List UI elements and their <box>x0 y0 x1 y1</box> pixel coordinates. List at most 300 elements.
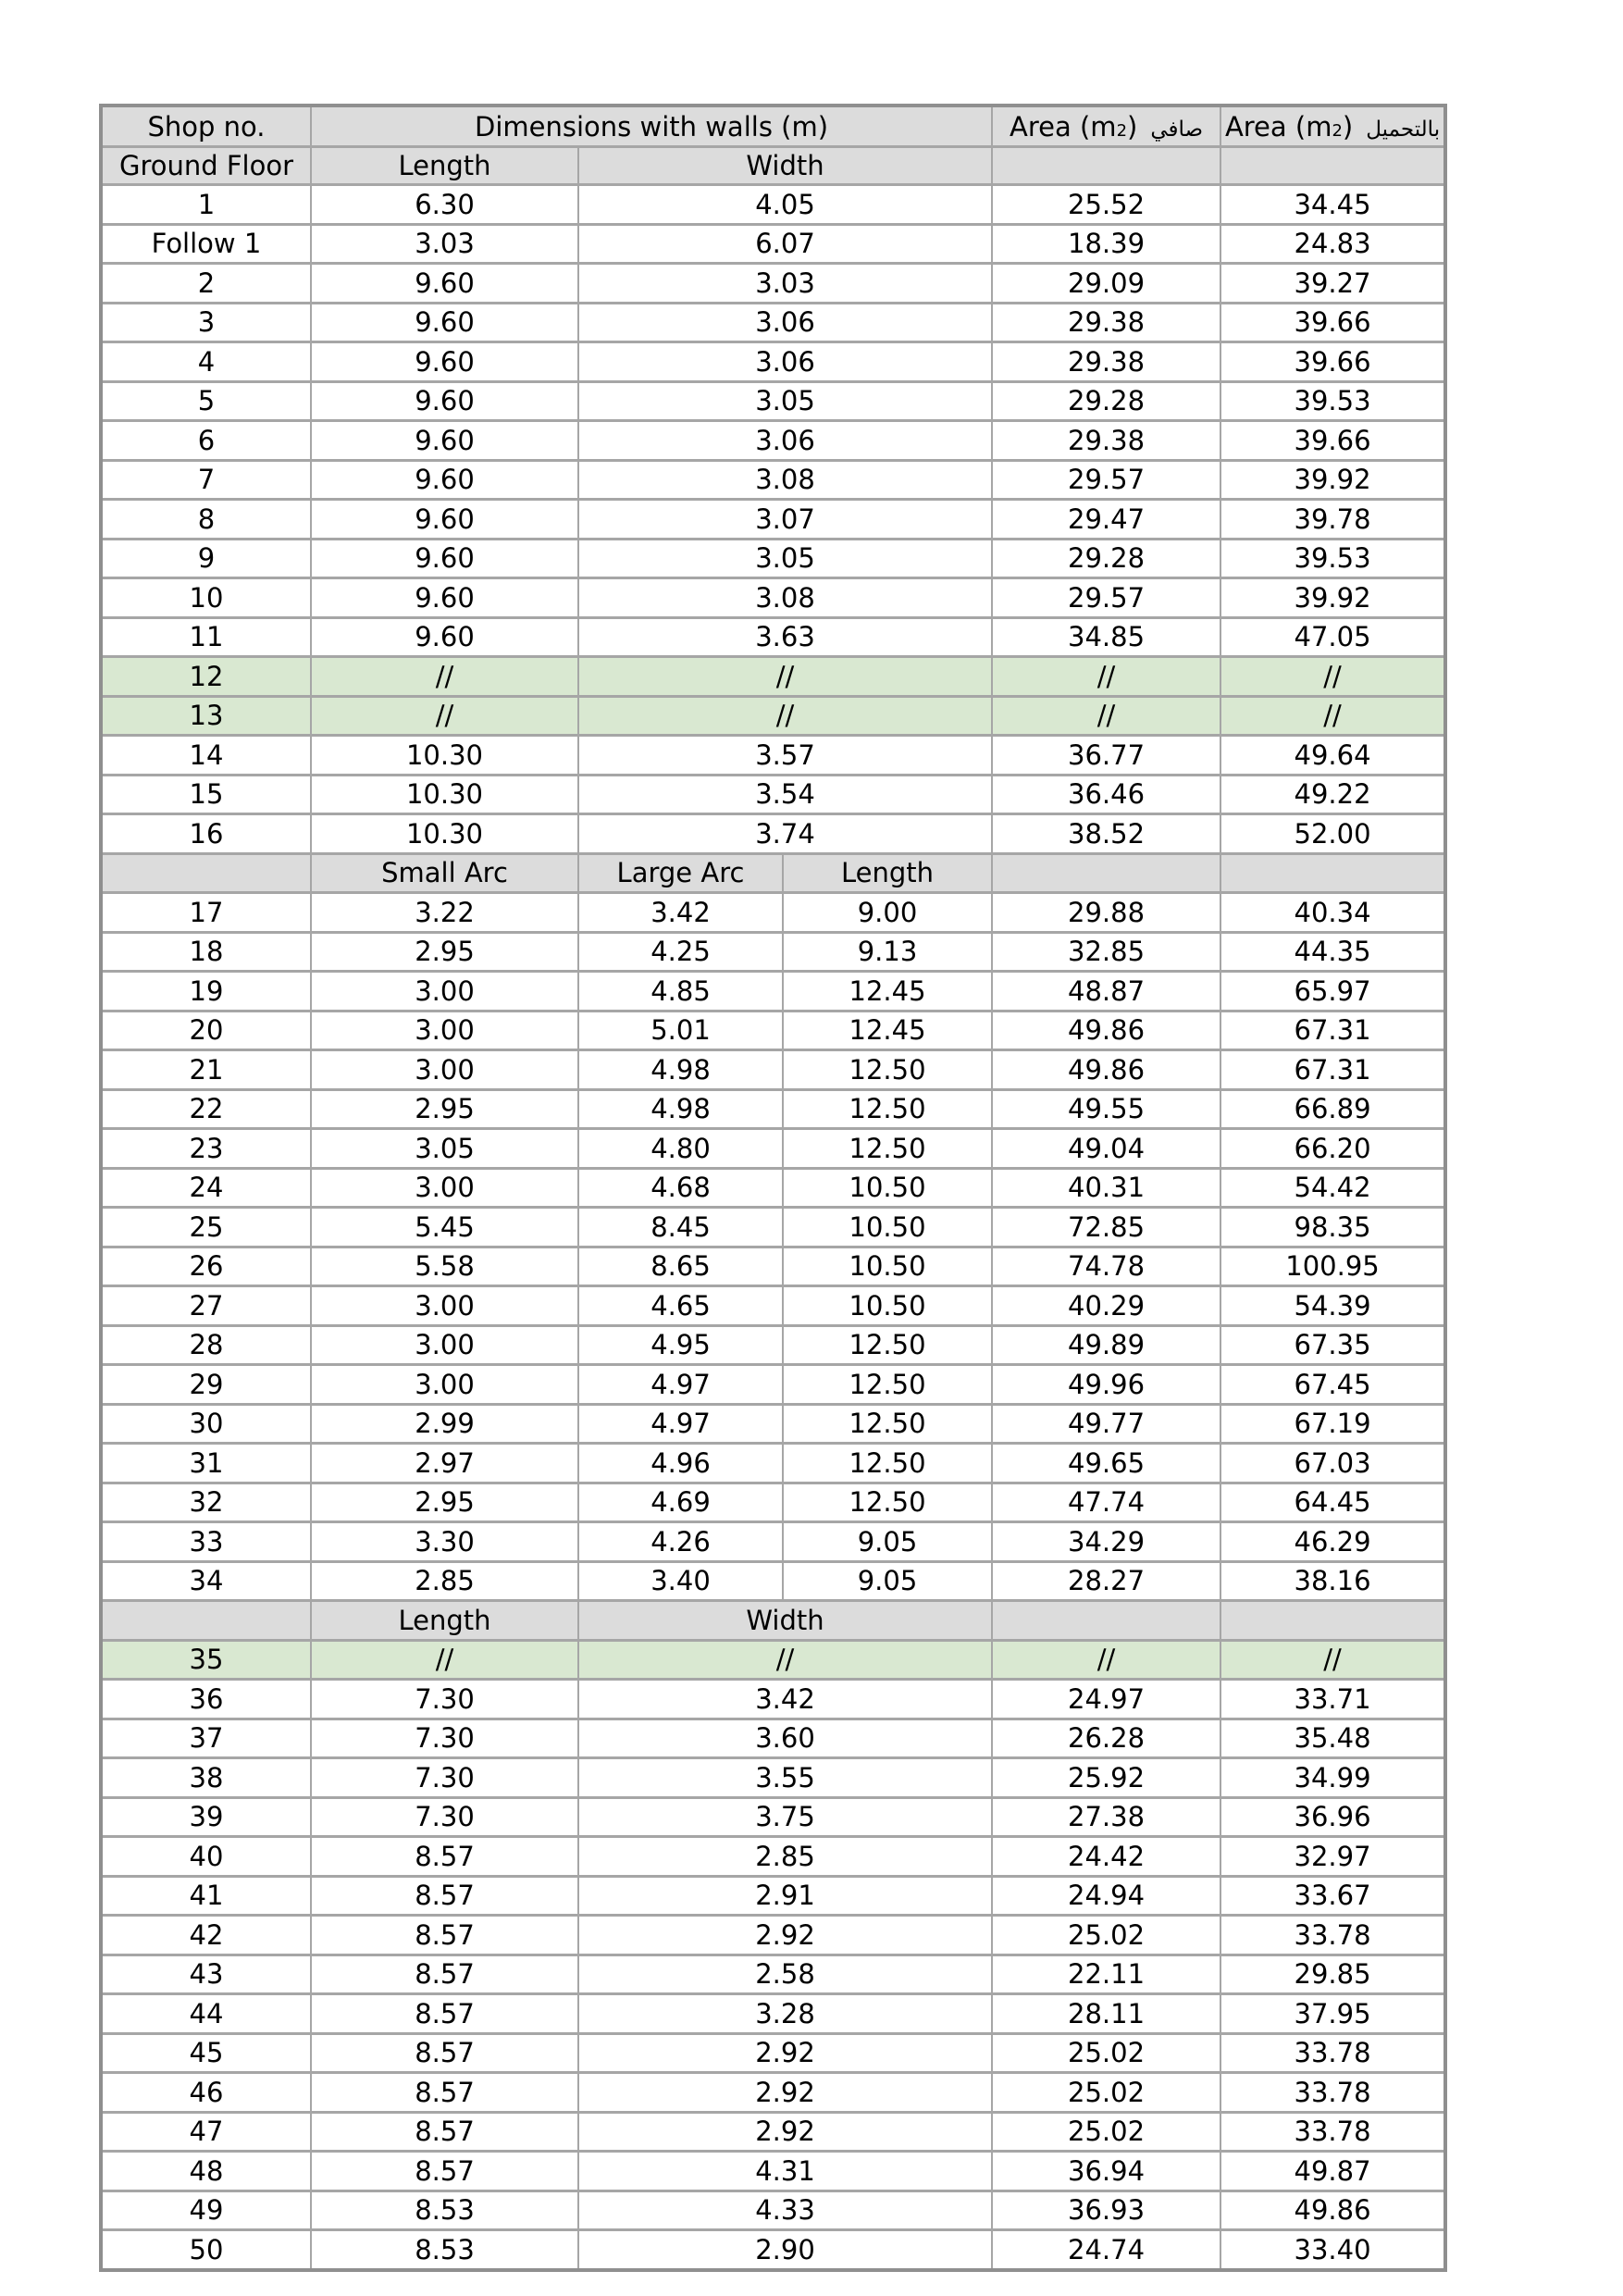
cell-area-gross: 47.05 <box>1220 617 1445 657</box>
cell-shop: 28 <box>101 1325 311 1365</box>
cell-width: 2.92 <box>578 1916 992 1955</box>
cell-shop: 9 <box>101 539 311 578</box>
cell-area-gross: 39.78 <box>1220 500 1445 540</box>
cell-area-net: 49.89 <box>992 1325 1220 1365</box>
cell-area-net: 29.57 <box>992 578 1220 618</box>
cell-length: 7.30 <box>311 1719 578 1758</box>
cell-area-net: 47.74 <box>992 1483 1220 1522</box>
cell-length: 8.53 <box>311 2191 578 2230</box>
cell-length: 9.05 <box>783 1561 992 1601</box>
cell-area-gross: 39.53 <box>1220 539 1445 578</box>
cell-width: 3.54 <box>578 775 992 814</box>
cell-width: 2.92 <box>578 2033 992 2073</box>
cell-area-net: 24.97 <box>992 1680 1220 1719</box>
cell-area-gross: 38.16 <box>1220 1561 1445 1601</box>
cell-shop: 7 <box>101 460 311 500</box>
cell-small-arc: 2.95 <box>311 1483 578 1522</box>
cell-shop: 30 <box>101 1404 311 1444</box>
cell-shop: 16 <box>101 814 311 854</box>
cell-large-arc: 4.98 <box>578 1089 783 1129</box>
cell-width: 4.33 <box>578 2191 992 2230</box>
cell-length: 8.57 <box>311 1955 578 1994</box>
cell-shop: 19 <box>101 972 311 1011</box>
cell-area-gross: 29.85 <box>1220 1955 1445 1994</box>
table-row <box>101 1719 1445 1758</box>
cell-small-arc: 3.22 <box>311 893 578 933</box>
cell-large-arc: 4.95 <box>578 1325 783 1365</box>
cell-width: 3.60 <box>578 1719 992 1758</box>
cell-area-gross: 54.42 <box>1220 1168 1445 1208</box>
cell-width: 4.31 <box>578 2152 992 2191</box>
area-net-label: Area (m 2 ) صافي <box>1010 110 1204 143</box>
cell-large-arc: 4.85 <box>578 972 783 1011</box>
cell-width: 3.75 <box>578 1797 992 1837</box>
cell-shop <box>101 853 311 893</box>
table-row <box>101 1444 1445 1483</box>
cell-length: 9.60 <box>311 539 578 578</box>
cell-length: // <box>311 657 578 697</box>
cell-small-arc: 3.00 <box>311 1011 578 1050</box>
table-row <box>101 185 1445 225</box>
cell-area-gross: 39.66 <box>1220 421 1445 461</box>
cell-width: 3.05 <box>578 381 992 421</box>
cell-small-arc: 3.00 <box>311 972 578 1011</box>
cell-small-arc: 2.97 <box>311 1444 578 1483</box>
cell-shop: 22 <box>101 1089 311 1129</box>
cell-area-net: 38.52 <box>992 814 1220 854</box>
cell-shop: 20 <box>101 1011 311 1050</box>
cell-width: // <box>578 657 992 697</box>
cell-area-gross: 67.45 <box>1220 1365 1445 1405</box>
table-row <box>101 342 1445 382</box>
cell-shop: 18 <box>101 932 311 972</box>
cell-width: // <box>578 1640 992 1680</box>
cell-small-arc: 2.95 <box>311 1089 578 1129</box>
header-area-net <box>992 105 1220 147</box>
table-row <box>101 264 1445 304</box>
cell-length: 10.30 <box>311 775 578 814</box>
subheader-cell: Small Arc <box>311 853 578 893</box>
cell-width: 2.85 <box>578 1837 992 1877</box>
cell-area-net: 49.86 <box>992 1050 1220 1090</box>
cell-area-gross: 34.99 <box>1220 1758 1445 1798</box>
header-length: Length <box>311 147 578 185</box>
cell-width: 3.08 <box>578 460 992 500</box>
cell-width: 3.42 <box>578 1680 992 1719</box>
cell-area-gross: 40.34 <box>1220 893 1445 933</box>
cell-area-gross: 33.78 <box>1220 2073 1445 2113</box>
table-row <box>101 972 1445 1011</box>
cell-area-net: 49.04 <box>992 1129 1220 1169</box>
cell-area-gross: 52.00 <box>1220 814 1445 854</box>
cell-small-arc: 3.30 <box>311 1522 578 1562</box>
cell-shop: 32 <box>101 1483 311 1522</box>
cell-area-net: 24.42 <box>992 1837 1220 1877</box>
table-row <box>101 893 1445 933</box>
cell-area-gross: // <box>1220 1640 1445 1680</box>
subheader-cell: Length <box>783 853 992 893</box>
cell-shop <box>101 1601 311 1641</box>
cell-area-net: 29.38 <box>992 342 1220 382</box>
cell-shop: 26 <box>101 1247 311 1286</box>
cell-shop: 5 <box>101 381 311 421</box>
cell-length: 9.13 <box>783 932 992 972</box>
cell-length: 9.60 <box>311 303 578 342</box>
cell-shop: 39 <box>101 1797 311 1837</box>
table-row <box>101 500 1445 540</box>
cell-length: 8.57 <box>311 1916 578 1955</box>
cell-area-net: 48.87 <box>992 972 1220 1011</box>
cell-area-net: 34.85 <box>992 617 1220 657</box>
cell-length: 8.53 <box>311 2230 578 2270</box>
header-shop-no: Shop no. <box>101 105 311 147</box>
cell-area-gross: 39.53 <box>1220 381 1445 421</box>
cell-shop: 24 <box>101 1168 311 1208</box>
cell-large-arc: 4.25 <box>578 932 783 972</box>
cell-area-net: 29.88 <box>992 893 1220 933</box>
cell-area-net: 72.85 <box>992 1208 1220 1247</box>
cell-area-gross: 24.83 <box>1220 224 1445 264</box>
table-row <box>101 1758 1445 1798</box>
cell-length: 7.30 <box>311 1758 578 1798</box>
cell-area-gross: 66.89 <box>1220 1089 1445 1129</box>
table-row <box>101 1876 1445 1916</box>
cell-shop: 14 <box>101 736 311 776</box>
table-row <box>101 617 1445 657</box>
cell-length: 12.50 <box>783 1050 992 1090</box>
cell-area-gross: 46.29 <box>1220 1522 1445 1562</box>
cell-area-net: 36.94 <box>992 2152 1220 2191</box>
table-row <box>101 696 1445 736</box>
cell-shop: 46 <box>101 2073 311 2113</box>
cell-area-net: 29.38 <box>992 303 1220 342</box>
cell-area-gross: 67.19 <box>1220 1404 1445 1444</box>
header-ground-floor: Ground Floor <box>101 147 311 185</box>
cell-width: 2.92 <box>578 2112 992 2152</box>
cell-area-net: 36.77 <box>992 736 1220 776</box>
cell-area-gross: 33.67 <box>1220 1876 1445 1916</box>
cell-shop: 34 <box>101 1561 311 1601</box>
cell-area-net: 40.31 <box>992 1168 1220 1208</box>
cell-area-gross: 39.92 <box>1220 460 1445 500</box>
table-row <box>101 1011 1445 1050</box>
cell-area-gross: 39.27 <box>1220 264 1445 304</box>
cell-area-net: 24.74 <box>992 2230 1220 2270</box>
cell-length: 8.57 <box>311 2073 578 2113</box>
cell-area-gross: 33.78 <box>1220 2033 1445 2073</box>
cell-width: 3.74 <box>578 814 992 854</box>
cell-length: 8.57 <box>311 2152 578 2191</box>
cell-shop: 2 <box>101 264 311 304</box>
cell-area-net: 18.39 <box>992 224 1220 264</box>
cell-area-net: 25.02 <box>992 1916 1220 1955</box>
cell-width: 3.55 <box>578 1758 992 1798</box>
header-area-gross <box>1220 105 1445 147</box>
table-row <box>101 1325 1445 1365</box>
table-row <box>101 1640 1445 1680</box>
cell-shop: 21 <box>101 1050 311 1090</box>
table-row <box>101 224 1445 264</box>
cell-area-net: // <box>992 657 1220 697</box>
cell-shop: 49 <box>101 2191 311 2230</box>
cell-area-gross: 49.87 <box>1220 2152 1445 2191</box>
subheader-row <box>101 853 1445 893</box>
cell-large-arc: 4.97 <box>578 1404 783 1444</box>
cell-shop: 41 <box>101 1876 311 1916</box>
cell-shop: 25 <box>101 1208 311 1247</box>
cell-length: 9.60 <box>311 578 578 618</box>
table-row <box>101 1561 1445 1601</box>
table-row <box>101 1286 1445 1326</box>
table-row <box>101 2230 1445 2270</box>
table-row <box>101 1955 1445 1994</box>
area-gross-label: Area (m 2 ) بالتحميل <box>1224 110 1441 143</box>
table-row <box>101 1994 1445 2034</box>
cell-area-net: 29.28 <box>992 381 1220 421</box>
cell-length: 12.50 <box>783 1483 992 1522</box>
cell-area-gross: 54.39 <box>1220 1286 1445 1326</box>
area-net-arabic-label: صافي <box>1150 117 1204 142</box>
cell-area-net: 28.11 <box>992 1994 1220 2034</box>
cell-large-arc: 3.42 <box>578 893 783 933</box>
cell-shop: 40 <box>101 1837 311 1877</box>
cell-width: 2.58 <box>578 1955 992 1994</box>
cell-large-arc: 5.01 <box>578 1011 783 1050</box>
cell-large-arc: 4.68 <box>578 1168 783 1208</box>
subheader-cell: Large Arc <box>578 853 783 893</box>
cell-area-gross: // <box>1220 657 1445 697</box>
cell-shop: 50 <box>101 2230 311 2270</box>
cell-shop: 12 <box>101 657 311 697</box>
cell-area-gross: 67.31 <box>1220 1050 1445 1090</box>
cell-area-gross: 36.96 <box>1220 1797 1445 1837</box>
cell-shop: 17 <box>101 893 311 933</box>
table-row <box>101 1129 1445 1169</box>
shops-table <box>99 104 1447 2272</box>
cell-area-gross: 39.66 <box>1220 303 1445 342</box>
cell-length: 10.30 <box>311 814 578 854</box>
table-row <box>101 539 1445 578</box>
cell-area-gross: 66.20 <box>1220 1129 1445 1169</box>
subheader-row <box>101 1601 1445 1641</box>
table-row <box>101 421 1445 461</box>
cell-length: 8.57 <box>311 1837 578 1877</box>
table-row <box>101 1522 1445 1562</box>
cell-width: 3.06 <box>578 421 992 461</box>
table-row <box>101 2112 1445 2152</box>
cell-shop: 35 <box>101 1640 311 1680</box>
cell-area-gross <box>1220 1601 1445 1641</box>
cell-width: 6.07 <box>578 224 992 264</box>
table-row <box>101 657 1445 697</box>
cell-shop: 37 <box>101 1719 311 1758</box>
cell-area-net: 22.11 <box>992 1955 1220 1994</box>
cell-shop: 15 <box>101 775 311 814</box>
cell-area-gross: 67.35 <box>1220 1325 1445 1365</box>
table-row <box>101 1247 1445 1286</box>
cell-shop: 45 <box>101 2033 311 2073</box>
cell-length: 8.57 <box>311 2033 578 2073</box>
cell-area-net: 29.09 <box>992 264 1220 304</box>
cell-large-arc: 4.97 <box>578 1365 783 1405</box>
cell-area-net: 25.52 <box>992 185 1220 225</box>
cell-width: 2.92 <box>578 2073 992 2113</box>
cell-area-net: // <box>992 1640 1220 1680</box>
cell-length: 9.60 <box>311 342 578 382</box>
cell-length: 9.60 <box>311 460 578 500</box>
cell-length: 9.60 <box>311 381 578 421</box>
cell-width: 3.05 <box>578 539 992 578</box>
cell-width: 2.91 <box>578 1876 992 1916</box>
cell-shop: 10 <box>101 578 311 618</box>
cell-width: 3.63 <box>578 617 992 657</box>
cell-shop: 33 <box>101 1522 311 1562</box>
cell-shop: 29 <box>101 1365 311 1405</box>
cell-width: 3.06 <box>578 342 992 382</box>
cell-width: // <box>578 696 992 736</box>
cell-area-net: 49.55 <box>992 1089 1220 1129</box>
area-gross-arabic-label: بالتحميل <box>1366 117 1441 142</box>
cell-large-arc: 4.26 <box>578 1522 783 1562</box>
cell-shop: 43 <box>101 1955 311 1994</box>
cell-large-arc: 4.69 <box>578 1483 783 1522</box>
cell-area-net: 29.57 <box>992 460 1220 500</box>
cell-area-net: 36.93 <box>992 2191 1220 2230</box>
cell-area-gross <box>1220 853 1445 893</box>
cell-length: 10.50 <box>783 1208 992 1247</box>
cell-area-gross: 34.45 <box>1220 185 1445 225</box>
cell-shop: 42 <box>101 1916 311 1955</box>
cell-length: 12.45 <box>783 972 992 1011</box>
cell-shop: 38 <box>101 1758 311 1798</box>
cell-area-net: 25.02 <box>992 2033 1220 2073</box>
table-row <box>101 932 1445 972</box>
cell-length: 12.50 <box>783 1365 992 1405</box>
cell-shop: 23 <box>101 1129 311 1169</box>
table-row <box>101 1837 1445 1877</box>
cell-area-gross: 39.66 <box>1220 342 1445 382</box>
cell-area-net: 36.46 <box>992 775 1220 814</box>
cell-shop: 47 <box>101 2112 311 2152</box>
table-row <box>101 460 1445 500</box>
cell-length: 10.50 <box>783 1286 992 1326</box>
cell-length: 7.30 <box>311 1797 578 1837</box>
cell-length: 9.00 <box>783 893 992 933</box>
cell-length: 6.30 <box>311 185 578 225</box>
cell-area-gross: 33.71 <box>1220 1680 1445 1719</box>
cell-area-gross: 67.31 <box>1220 1011 1445 1050</box>
cell-small-arc: 5.58 <box>311 1247 578 1286</box>
table-row <box>101 1365 1445 1405</box>
table-row <box>101 578 1445 618</box>
cell-width: 3.08 <box>578 578 992 618</box>
cell-small-arc: 3.00 <box>311 1365 578 1405</box>
table-body <box>101 185 1445 2270</box>
cell-area-gross: // <box>1220 696 1445 736</box>
cell-width: 3.03 <box>578 264 992 304</box>
cell-shop: 3 <box>101 303 311 342</box>
table-row <box>101 1089 1445 1129</box>
cell-small-arc: 3.00 <box>311 1050 578 1090</box>
document-sheet <box>99 104 1447 2272</box>
cell-shop: 6 <box>101 421 311 461</box>
cell-length: 12.50 <box>783 1129 992 1169</box>
cell-length: 10.50 <box>783 1168 992 1208</box>
table-header <box>101 105 1445 185</box>
table-row <box>101 1483 1445 1522</box>
cell-length: 9.60 <box>311 264 578 304</box>
cell-large-arc: 8.65 <box>578 1247 783 1286</box>
table-row <box>101 1404 1445 1444</box>
cell-area-gross: 49.22 <box>1220 775 1445 814</box>
cell-area-net: 28.27 <box>992 1561 1220 1601</box>
cell-length: 12.50 <box>783 1404 992 1444</box>
cell-area-net: 74.78 <box>992 1247 1220 1286</box>
cell-area-net: 27.38 <box>992 1797 1220 1837</box>
cell-length: 8.57 <box>311 2112 578 2152</box>
cell-shop: 13 <box>101 696 311 736</box>
table-row <box>101 1168 1445 1208</box>
cell-area-gross: 35.48 <box>1220 1719 1445 1758</box>
cell-length: 12.50 <box>783 1444 992 1483</box>
cell-width: 4.05 <box>578 185 992 225</box>
table-row <box>101 303 1445 342</box>
cell-area-gross: 49.64 <box>1220 736 1445 776</box>
cell-small-arc: 3.00 <box>311 1325 578 1365</box>
cell-length: 9.05 <box>783 1522 992 1562</box>
cell-length: // <box>311 696 578 736</box>
cell-width: 3.07 <box>578 500 992 540</box>
cell-shop: 4 <box>101 342 311 382</box>
cell-area-gross: 32.97 <box>1220 1837 1445 1877</box>
cell-length: 9.60 <box>311 500 578 540</box>
cell-width: 2.90 <box>578 2230 992 2270</box>
cell-area-net: 49.65 <box>992 1444 1220 1483</box>
cell-shop: 1 <box>101 185 311 225</box>
subheader-cell: Width <box>578 1601 992 1641</box>
cell-small-arc: 3.00 <box>311 1168 578 1208</box>
cell-area-gross: 44.35 <box>1220 932 1445 972</box>
cell-length: // <box>311 1640 578 1680</box>
cell-length: 8.57 <box>311 1876 578 1916</box>
cell-length: 9.60 <box>311 617 578 657</box>
cell-small-arc: 2.99 <box>311 1404 578 1444</box>
cell-length: 12.50 <box>783 1325 992 1365</box>
cell-area-net: 25.92 <box>992 1758 1220 1798</box>
cell-small-arc: 3.05 <box>311 1129 578 1169</box>
table-row <box>101 1680 1445 1719</box>
cell-area-net: 25.02 <box>992 2112 1220 2152</box>
cell-length: 10.50 <box>783 1247 992 1286</box>
cell-area-net: 40.29 <box>992 1286 1220 1326</box>
header-row-1 <box>101 105 1445 147</box>
cell-area-gross: 67.03 <box>1220 1444 1445 1483</box>
cell-area-gross: 33.40 <box>1220 2230 1445 2270</box>
cell-shop: 27 <box>101 1286 311 1326</box>
cell-area-net: 29.47 <box>992 500 1220 540</box>
header-row-2 <box>101 147 1445 185</box>
table-row <box>101 1797 1445 1837</box>
cell-area-net <box>992 853 1220 893</box>
cell-area-net: 49.86 <box>992 1011 1220 1050</box>
cell-area-net: // <box>992 696 1220 736</box>
cell-width: 3.57 <box>578 736 992 776</box>
cell-area-net: 34.29 <box>992 1522 1220 1562</box>
table-row <box>101 1050 1445 1090</box>
table-row <box>101 2191 1445 2230</box>
cell-large-arc: 3.40 <box>578 1561 783 1601</box>
cell-length: 3.03 <box>311 224 578 264</box>
